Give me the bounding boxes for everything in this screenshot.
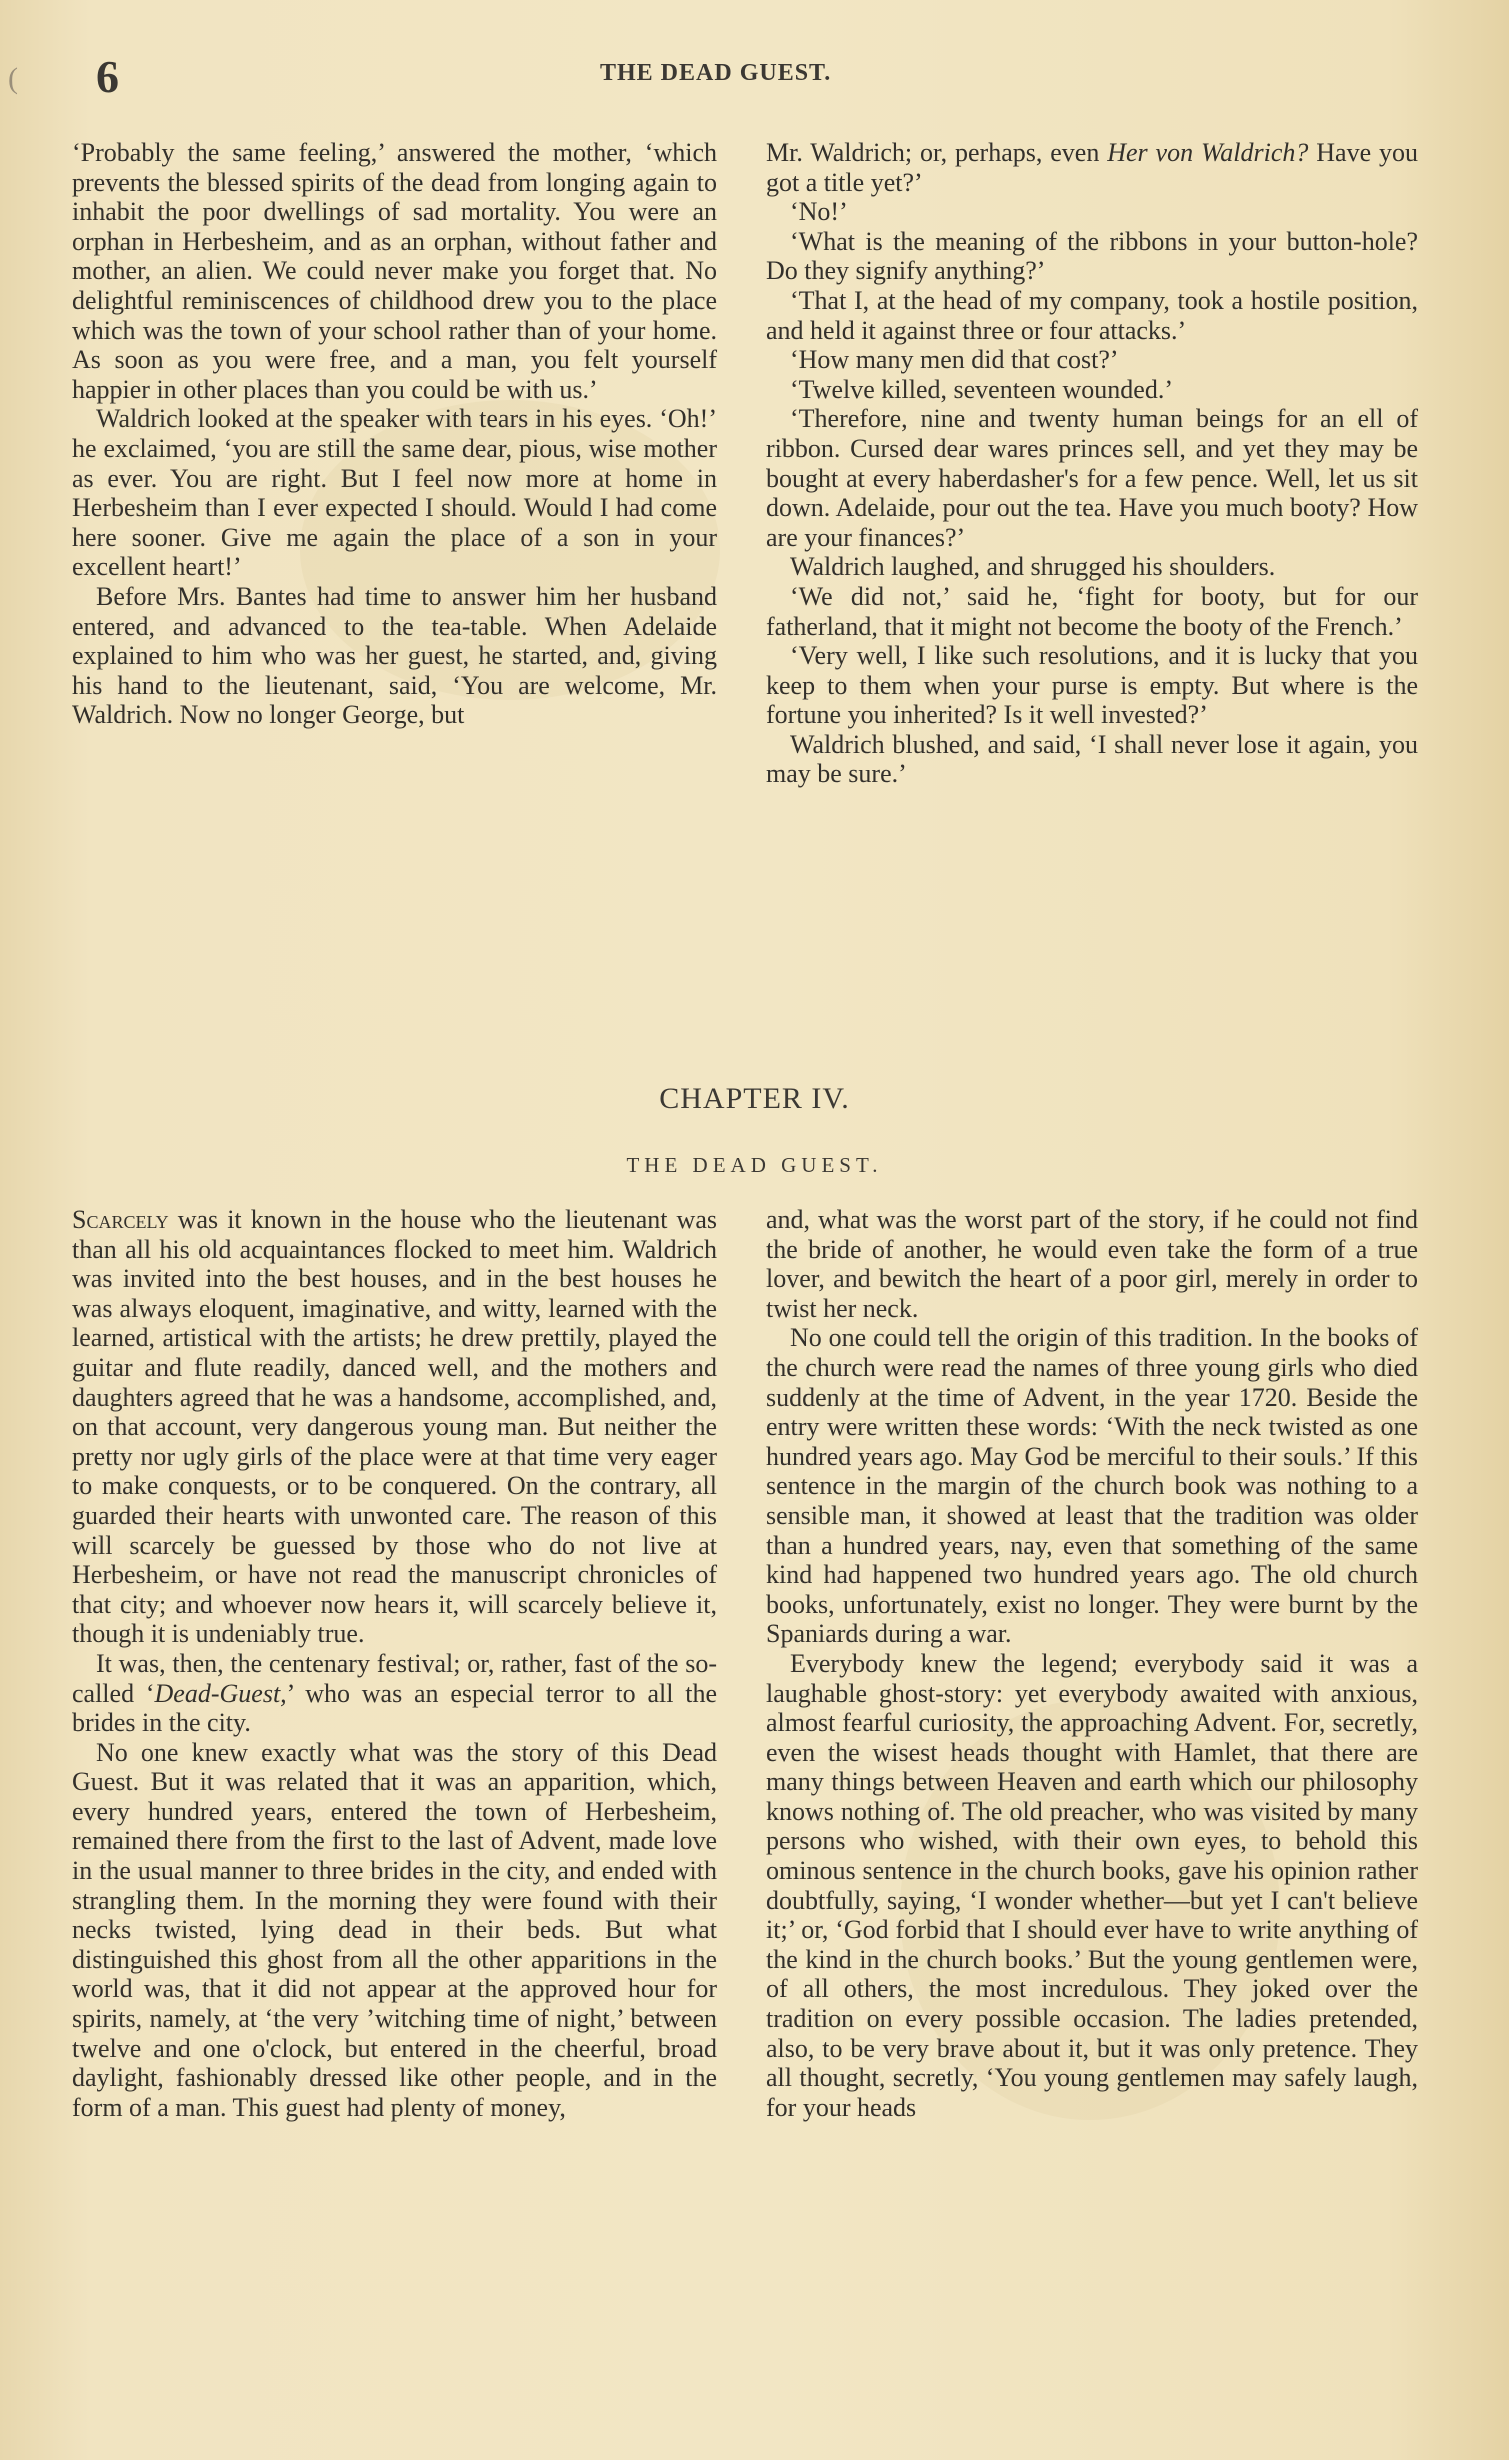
paragraph: ‘Therefore, nine and twenty human beings for an ell of ribbon. Cursed dear wares princes sell, and yet they may be bought at every haberdasher's for a few pence. Well, let us sit down. Adelaide, pour out the tea. Have you much booty? How are your finances?’ bbox=[766, 404, 1418, 552]
paragraph: No one could tell the origin of this tradition. In the books of the church were read the names of three young girls who died suddenly at the time of Advent, in the year 1720. Beside the entry were written these words: ‘With the neck twisted as one hundred years ago. May God be merciful to their souls.’ If this sentence in the margin of the church book was nothing to a sensible man, it showed at least that the tradition was older than a hundred years, nay, even that something of the same kind had happened two hundred years ago. The old church books, unfortunately, exist no longer. They were burnt by the Spaniards during a war. bbox=[766, 1323, 1418, 1649]
paragraph: Waldrich blushed, and said, ‘I shall never lose it again, you may be sure.’ bbox=[766, 729, 1418, 789]
paragraph: Everybody knew the legend; everybody said it was a laughable ghost-story: yet everybody awaited with anxious, almost fearful curiosity, the approaching Advent. For, secretly, even the wisest heads thought with Hamlet, that there are many things between Heaven and earth which our philosophy knows nothing of. The old preacher, who was visited by many persons who wished, with their own eyes, to behold this ominous sentence in the church books, gave his opinion rather doubtfully, saying, ‘I wonder whether—but yet I can't believe it;’ or, ‘God forbid that I should ever have to write anything of the kind in the church books.’ But the young gentlemen were, of all others, the most incredulous. They joked over the tradition on every possible occasion. The ladies pretended, also, to be very brave about it, but it was only pretence. They all thought, secretly, ‘You young gentlemen may safely laugh, for your heads bbox=[766, 1648, 1418, 2122]
column-bottom-right bbox=[766, 1205, 1418, 2122]
paragraph: ‘How many men did that cost?’ bbox=[790, 345, 1119, 375]
running-head: THE DEAD GUEST. bbox=[600, 60, 832, 86]
paragraph: Waldrich looked at the speaker with tears in his eyes. ‘Oh!’ he exclaimed, ‘you are still the same dear, pious, wise mother as ever. You are right. But I feel now more at home in Herbesheim than I ever expected I should. Would I had come here sooner. Give me again the place of a son in your excellent heart!’ bbox=[72, 404, 717, 582]
paragraph: ‘We did not,’ said he, ‘fight for booty, but for our fatherland, that it might not become the booty of the French.’ bbox=[766, 581, 1418, 641]
chapter-title: CHAPTER IV. bbox=[659, 1082, 850, 1115]
chapter-subtitle: THE DEAD GUEST. bbox=[626, 1153, 883, 1177]
column-top-left bbox=[72, 138, 717, 730]
text-run: Have you got a title yet?’ bbox=[766, 138, 1419, 197]
paragraph: and, what was the worst part of the story, if he could not find the bride of another, he would even take the form of a true lover, and bewitch the heart of a poor girl, merely in order to twist her neck. bbox=[766, 1205, 1418, 1323]
page-edge-mark: ( bbox=[8, 62, 18, 95]
paragraph bbox=[72, 1649, 717, 1738]
paragraph: ‘Very well, I like such resolutions, and it is lucky that you keep to them when your purse is empty. But where is the fortune you inherited? Is it well invested?’ bbox=[766, 641, 1418, 730]
paragraph: ‘Probably the same feeling,’ answered the mother, ‘which prevents the blessed spirits of the dead from longing again to inhabit the poor dwellings of sad mortality. You were an orphan in Herbesheim, and as an orphan, without father and mother, an alien. We could never make you forget that. No delightful reminiscences of childhood drew you to the place which was the town of your school rather than of your home. As soon as you were free, and a man, you felt yourself happier in other places than you could be with us.’ bbox=[72, 138, 717, 404]
text-run: Mr. Waldrich; or, perhaps, even bbox=[766, 138, 1108, 167]
paragraph-continuation bbox=[766, 138, 1418, 197]
italic-text: Her von Waldrich? bbox=[1107, 138, 1309, 167]
column-bottom-left bbox=[72, 1205, 717, 2122]
paragraph: ‘No!’ bbox=[790, 197, 848, 227]
paragraph: ‘Twelve killed, seventeen wounded.’ bbox=[790, 374, 1173, 404]
paragraph bbox=[72, 1205, 717, 1649]
column-top-right bbox=[766, 138, 1418, 789]
lead-word: Scarcely bbox=[72, 1205, 169, 1234]
text-run: ’ who was an especial terror to all the brides in the city. bbox=[72, 1678, 717, 1738]
italic-text: Dead-Guest, bbox=[154, 1678, 287, 1708]
paragraph: No one knew exactly what was the story of this Dead Guest. But it was related that it was an apparition, which, every hundred years, entered the town of Herbesheim, remained there from the first to the last of Advent, made love in the usual manner to three brides in the city, and ended with strangling them. In the morning they were found with their necks twisted, lying dead in their beds. But what distinguished this ghost from all the other apparitions in the world was, that it did not appear at the approved hour for spirits, namely, at ‘the very ’witching time of night,’ between twelve and one o'clock, but entered in the cheerful, broad daylight, fashionably dressed like other people, and in the form of a man. This guest had plenty of money, bbox=[72, 1737, 717, 2122]
paragraph: Before Mrs. Bantes had time to answer him her husband entered, and advanced to the tea-table. When Adelaide explained to him who was her guest, he started, and, giving his hand to the lieutenant, said, ‘You are welcome, Mr. Waldrich. Now no longer George, but bbox=[72, 581, 717, 730]
paragraph: Waldrich laughed, and shrugged his shoulders. bbox=[790, 552, 1276, 582]
page-number: 6 bbox=[96, 51, 119, 102]
paragraph: ‘What is the meaning of the ribbons in your button-hole? Do they signify anything?’ bbox=[766, 226, 1418, 286]
text-run: was it known in the house who the lieutenant was than all his old acquaintances flocked to meet him. Waldrich was invited into the best houses, and in the best houses he was always eloquent, imaginative, and witty, learned with the learned, artistical with the artists; he drew prettily, played the guitar and flute readily, danced well, and the mothers and daughters agreed that he was a handsome, accomplished, and, on that account, very dangerous young man. But neither the pretty nor ugly girls of the place were at that time very eager to make conquests, or to be conquered. On the contrary, all guarded their hearts with unwonted care. The reason of this will scarcely be guessed by those who do not live at Herbesheim, or have not read the manuscript chronicles of that city; and whoever now hears it, will scarcely believe it, though it is undeniably true. bbox=[72, 1205, 717, 1649]
text-run: It was, then, the centenary festival; or, rather, fast of the so-called ‘ bbox=[72, 1648, 717, 1708]
paragraph: ‘That I, at the head of my company, took a hostile position, and held it against three or four attacks.’ bbox=[766, 285, 1418, 345]
